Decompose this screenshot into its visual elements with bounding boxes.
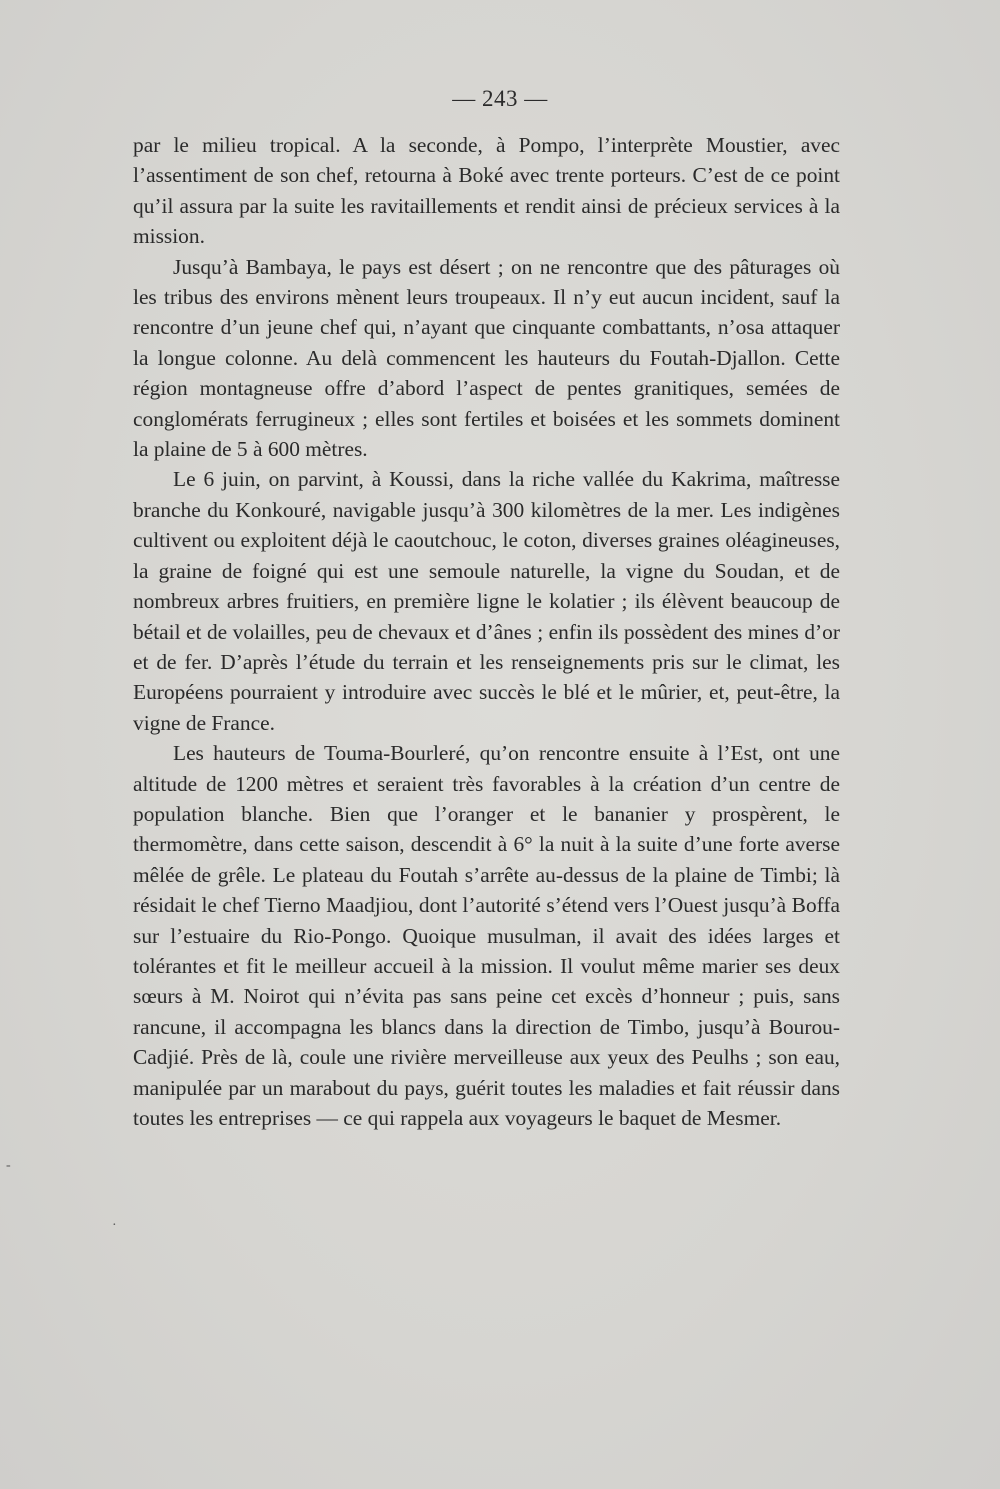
margin-dash-mark: - <box>6 1158 11 1173</box>
paragraph-2: Jusqu’à Bambaya, le pays est désert ; on ne rencontre que des pâturages où les tribus des environs mènent leurs troupeaux. Il n’y eut aucun incident, sauf la rencontre d’un jeune chef qui, n’ayant que cinquante combattants, n’osa attaquer la longue colonne. Au delà commencent les hauteurs du Foutah-Djallon. Cette région montagneuse offre d’abord l’aspect de pentes granitiques, semées de conglomérats ferrugineux ; elles sont fertiles et boisées et les sommets dominent la plaine de 5 à 600 mètres. <box>133 254 840 462</box>
margin-dot-mark: · <box>112 1218 117 1233</box>
paragraph-3: Le 6 juin, on parvint, à Koussi, dans la riche vallée du Kakrima, maîtresse branche du Konkouré, navigable jusqu’à 300 kilomètres de la mer. Les indigènes cultivent ou exploitent déjà le caoutchouc, le coton, diverses graines oléagineuses, la graine de foigné qui est une semoule naturelle, la vigne du Soudan, et de nombreux arbres fruitiers, en première ligne le kolatier ; ils élèvent beaucoup de bétail et de volailles, peu de chevaux et d’ânes ; enfin ils possèdent des mines d’or et de fer. D’après l’étude du terrain et les renseignements pris sur le climat, les Européens pourraient y introduire avec succès le blé et le mûrier, et, peut-être, la vigne de France. <box>133 467 840 735</box>
page-number: — 243 — <box>452 86 548 111</box>
body-text <box>133 130 840 1133</box>
paragraph-1: par le milieu tropical. A la seconde, à Pompo, l’interprète Moustier, avec l’assentiment de son chef, retourna à Boké avec trente porteurs. C’est de ce point qu’il assura par la suite les ravitaillements et rendit ainsi de précieux services à la mission. <box>133 133 840 249</box>
paragraph-4: Les hauteurs de Touma-Bourleré, qu’on rencontre ensuite à l’Est, ont une altitude de 1200 mètres et seraient très favorables à la création d’un centre de population blanche. Bien que l’oranger et le bananier y prospèrent, le thermomètre, dans cette saison, descendit à 6° la nuit à la suite d’une forte averse mêlée de grêle. Le plateau du Foutah s’arrête au-dessus de la plaine de Timbi; là résidait le chef Tierno Maadjiou, dont l’autorité s’étend vers l’Ouest jusqu’à Boffa sur l’estuaire du Rio-Pongo. Quoique musulman, il avait des idées larges et tolérantes et fit le meilleur accueil à la mission. Il voulut même marier ses deux sœurs à M. Noirot qui n’évita pas sans peine cet excès d’honneur ; puis, sans rancune, il accompagna les blancs dans la direction de Timbo, jusqu’à Bourou-Cadjié. Près de là, coule une rivière merveilleuse aux yeux des Peulhs ; son eau, manipulée par un marabout du pays, guérit toutes les maladies et fait réussir dans toutes les entreprises — ce qui rappela aux voyageurs le baquet de Mesmer. <box>133 741 840 1130</box>
